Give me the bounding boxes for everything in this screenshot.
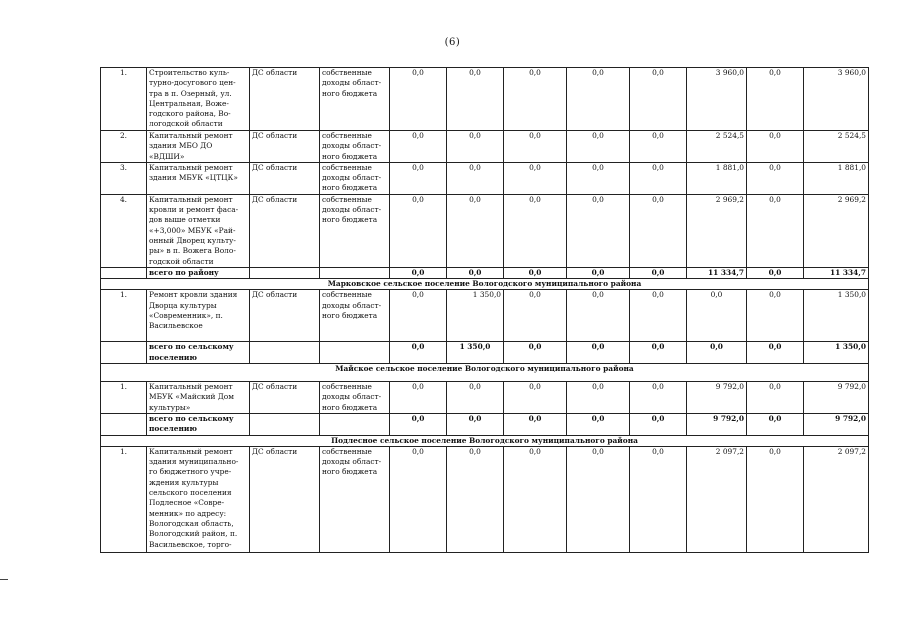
- value-cell: 0,0: [630, 290, 687, 342]
- value-cell: 0,0: [390, 68, 447, 131]
- value-cell: 0,0: [630, 68, 687, 131]
- table-row: [101, 131, 869, 163]
- value-cell: 0,0: [630, 446, 687, 552]
- value-cell: 0,0: [447, 194, 504, 267]
- total-value: 0,0: [747, 342, 804, 364]
- total-value: 0,0: [747, 267, 804, 278]
- value-cell: 9 792,0: [687, 382, 747, 414]
- section-heading: Марковское сельское поселение Вологодского муниципального района: [101, 279, 869, 290]
- value-cell: 0,0: [504, 446, 567, 552]
- total-row: [101, 267, 869, 278]
- total-value: 11 334,7: [687, 267, 747, 278]
- section-heading-row: [101, 364, 869, 382]
- value-cell: 0,0: [567, 162, 630, 194]
- value-cell: 0,0: [687, 290, 747, 342]
- funding-source: ДС области: [250, 194, 320, 267]
- total-value: 0,0: [504, 413, 567, 435]
- value-cell: 0,0: [747, 382, 804, 414]
- value-cell: 0,0: [630, 131, 687, 163]
- value-cell: 0,0: [504, 290, 567, 342]
- funds-type: собственные доходы област- ного бюджета: [320, 68, 390, 131]
- section-heading-row: [101, 279, 869, 290]
- row-number: 1.: [101, 382, 147, 414]
- value-cell: 0,0: [447, 382, 504, 414]
- value-cell: 0,0: [447, 162, 504, 194]
- value-cell: 0,0: [630, 194, 687, 267]
- funding-source: ДС области: [250, 290, 320, 342]
- empty-cell: [101, 267, 147, 278]
- value-cell: 0,0: [504, 68, 567, 131]
- total-value: 0,0: [630, 267, 687, 278]
- total-value: 0,0: [687, 342, 747, 364]
- funds-type: собственные доходы област- ного бюджета: [320, 290, 390, 342]
- value-cell: 0,0: [390, 194, 447, 267]
- total-value: 0,0: [447, 413, 504, 435]
- value-cell: 1 350,0: [447, 290, 504, 342]
- total-value: 0,0: [504, 267, 567, 278]
- funding-source: ДС области: [250, 68, 320, 131]
- value-cell: 2 097,2: [804, 446, 869, 552]
- object-name: Ремонт кровли здания Дворца культуры «Современник», п. Васильевское: [147, 290, 250, 342]
- section-heading: Подлесное сельское поселение Вологодского муниципального района: [101, 435, 869, 446]
- total-row: [101, 413, 869, 435]
- object-name: Строительство куль- турно-досугового цен- тра в п. Озерный, ул. Центральная, Воже- годского района, Во- логодской области: [147, 68, 250, 131]
- total-value: 0,0: [390, 413, 447, 435]
- value-cell: 0,0: [447, 446, 504, 552]
- value-cell: 1 881,0: [687, 162, 747, 194]
- row-number: 1.: [101, 290, 147, 342]
- table-row: [101, 68, 869, 131]
- object-name: Капитальный ремонт МБУК «Майский Дом культуры»: [147, 382, 250, 414]
- value-cell: 0,0: [390, 131, 447, 163]
- row-number: 3.: [101, 162, 147, 194]
- row-number: 2.: [101, 131, 147, 163]
- total-value: 0,0: [567, 267, 630, 278]
- page-number: (6): [444, 37, 461, 48]
- total-value: 1 350,0: [447, 342, 504, 364]
- value-cell: 0,0: [747, 446, 804, 552]
- value-cell: 0,0: [447, 68, 504, 131]
- value-cell: 0,0: [567, 68, 630, 131]
- total-label: всего по сельскому поселению: [147, 342, 250, 364]
- value-cell: 0,0: [747, 194, 804, 267]
- value-cell: 2 969,2: [804, 194, 869, 267]
- value-cell: 0,0: [747, 290, 804, 342]
- value-cell: 3 960,0: [804, 68, 869, 131]
- total-value: 9 792,0: [804, 413, 869, 435]
- total-value: 0,0: [630, 413, 687, 435]
- row-number: 1.: [101, 446, 147, 552]
- value-cell: 0,0: [390, 382, 447, 414]
- value-cell: 2 969,2: [687, 194, 747, 267]
- funds-type: собственные доходы област- ного бюджета: [320, 194, 390, 267]
- value-cell: 9 792,0: [804, 382, 869, 414]
- empty-cell: [250, 413, 320, 435]
- empty-cell: [250, 267, 320, 278]
- funds-type: собственные доходы област- ного бюджета: [320, 131, 390, 163]
- total-value: 0,0: [390, 342, 447, 364]
- table-row: [101, 194, 869, 267]
- value-cell: 0,0: [567, 382, 630, 414]
- row-number: 1.: [101, 68, 147, 131]
- section-heading-row: [101, 435, 869, 446]
- empty-cell: [101, 413, 147, 435]
- funding-source: ДС области: [250, 162, 320, 194]
- empty-cell: [250, 342, 320, 364]
- table-row: [101, 162, 869, 194]
- empty-cell: [320, 342, 390, 364]
- value-cell: 0,0: [504, 162, 567, 194]
- funding-source: ДС области: [250, 446, 320, 552]
- table-row: [101, 446, 869, 552]
- object-name: Капитальный ремонт здания МБО ДО «ВДШИ»: [147, 131, 250, 163]
- object-name: Капитальный ремонт кровли и ремонт фаса- дов выше отметки «+3,000» МБУК «Рай- онный Дворец культу- ры» в п. Вожега Воло- годской области: [147, 194, 250, 267]
- funding-source: ДС области: [250, 382, 320, 414]
- section-heading: Майское сельское поселение Вологодского муниципального района: [101, 364, 869, 382]
- total-value: 0,0: [504, 342, 567, 364]
- value-cell: 2 524,5: [804, 131, 869, 163]
- row-number: 4.: [101, 194, 147, 267]
- object-name: Капитальный ремонт здания МБУК «ЦТЦК»: [147, 162, 250, 194]
- total-value: 9 792,0: [687, 413, 747, 435]
- total-value: 0,0: [447, 267, 504, 278]
- total-value: 1 350,0: [804, 342, 869, 364]
- value-cell: 0,0: [567, 131, 630, 163]
- table-row: [101, 290, 869, 342]
- total-label: всего по району: [147, 267, 250, 278]
- funds-type: собственные доходы област- ного бюджета: [320, 162, 390, 194]
- margin-mark: [0, 579, 8, 580]
- value-cell: 0,0: [390, 290, 447, 342]
- object-name: Капитальный ремонт здания муниципально- го бюджетного учре- ждения культуры сельского поселения Подлесное «Совре- менник» по адресу: Вологодская область, Вологодский район, п. Васильевское, торго-: [147, 446, 250, 552]
- table-row: [101, 382, 869, 414]
- empty-cell: [101, 342, 147, 364]
- value-cell: 2 524,5: [687, 131, 747, 163]
- funds-type: собственные доходы област- ного бюджета: [320, 446, 390, 552]
- value-cell: 0,0: [504, 131, 567, 163]
- total-value: 0,0: [390, 267, 447, 278]
- empty-cell: [320, 413, 390, 435]
- value-cell: 0,0: [504, 382, 567, 414]
- value-cell: 0,0: [747, 68, 804, 131]
- funding-source: ДС области: [250, 131, 320, 163]
- total-row: [101, 342, 869, 364]
- value-cell: 1 881,0: [804, 162, 869, 194]
- total-value: 0,0: [630, 342, 687, 364]
- value-cell: 0,0: [567, 290, 630, 342]
- total-value: 0,0: [567, 413, 630, 435]
- value-cell: 0,0: [630, 162, 687, 194]
- value-cell: 0,0: [504, 194, 567, 267]
- budget-table: [100, 67, 869, 553]
- value-cell: 0,0: [447, 131, 504, 163]
- empty-cell: [320, 267, 390, 278]
- total-label: всего по сельскому поселению: [147, 413, 250, 435]
- value-cell: 3 960,0: [687, 68, 747, 131]
- value-cell: 0,0: [630, 382, 687, 414]
- value-cell: 0,0: [747, 131, 804, 163]
- value-cell: 1 350,0: [804, 290, 869, 342]
- value-cell: 2 097,2: [687, 446, 747, 552]
- value-cell: 0,0: [390, 446, 447, 552]
- value-cell: 0,0: [747, 162, 804, 194]
- total-value: 0,0: [747, 413, 804, 435]
- total-value: 11 334,7: [804, 267, 869, 278]
- value-cell: 0,0: [567, 194, 630, 267]
- funds-type: собственные доходы област- ного бюджета: [320, 382, 390, 414]
- value-cell: 0,0: [390, 162, 447, 194]
- value-cell: 0,0: [567, 446, 630, 552]
- total-value: 0,0: [567, 342, 630, 364]
